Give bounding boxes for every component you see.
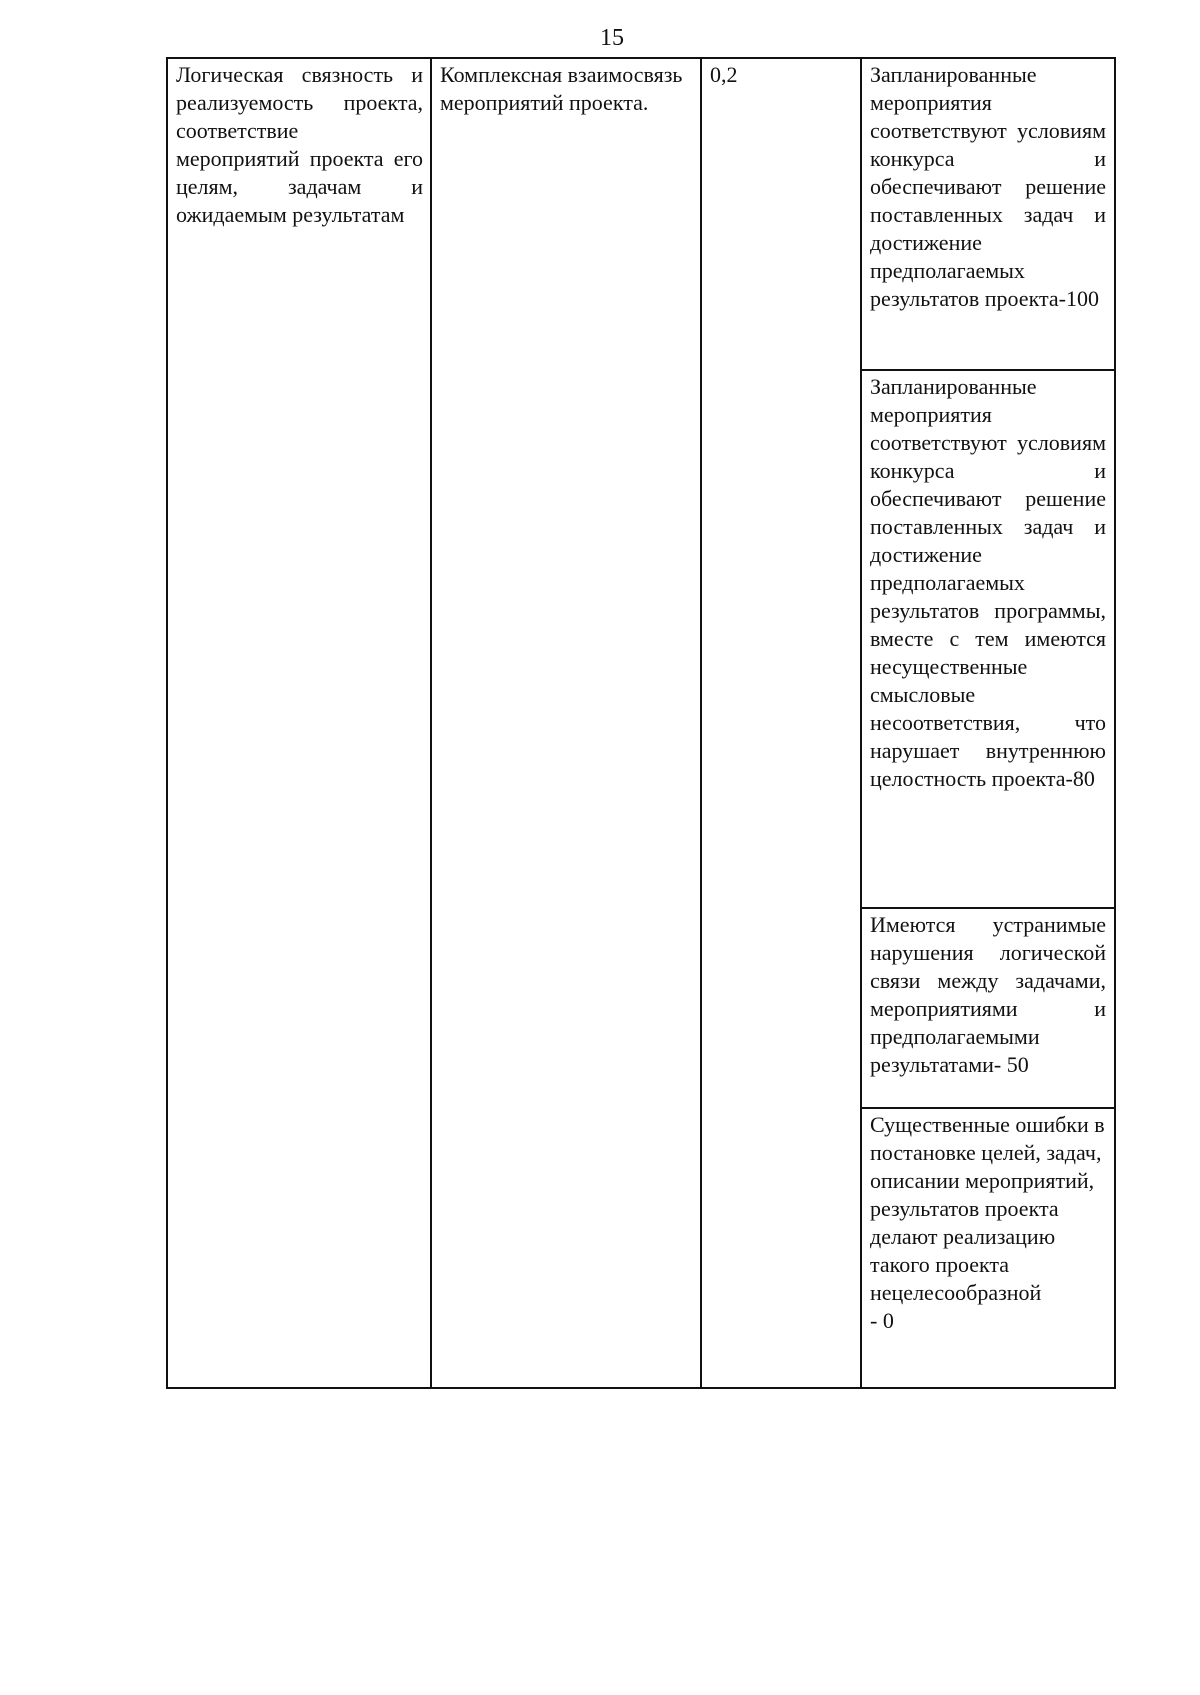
weight-value: 0,2 bbox=[710, 62, 738, 87]
weight-cell bbox=[702, 59, 862, 1387]
scores-column bbox=[862, 59, 1114, 1387]
score-text: Запланированные мероприятия соответствуют условиям конкурса и обеспечивают решение поставленных задач и достижение предполагаемых результатов программы, вместе с тем имеются несущественные смысловые несоответствия, что нарушает внутреннюю целостность проекта- bbox=[870, 374, 1106, 791]
score-cell-80 bbox=[862, 369, 1114, 907]
score-cell-50 bbox=[862, 907, 1114, 1107]
description-text: Комплексная взаимосвязь мероприятий проекта. bbox=[440, 62, 683, 115]
page-number: 15 bbox=[600, 25, 624, 51]
score-text: Существенные ошибки в постановке целей, задач, описании мероприятий, результатов проекта делают реализацию такого проекта нецелесообразной bbox=[870, 1112, 1105, 1305]
score-text: Запланированные мероприятия соответствуют условиям конкурса и обеспечивают решение поставленных задач и достижение предполагаемых результатов проекта- bbox=[870, 62, 1106, 311]
criterion-cell bbox=[168, 59, 432, 1387]
evaluation-table bbox=[166, 57, 1116, 1389]
score-text: Имеются устранимые нарушения логической связи между задачами, мероприятиями и предполагаемыми результатами- bbox=[870, 912, 1106, 1077]
score-cell-0 bbox=[862, 1107, 1114, 1387]
description-cell bbox=[432, 59, 702, 1387]
score-points: 50 bbox=[1006, 1052, 1029, 1077]
score-points: - 0 bbox=[870, 1308, 894, 1333]
score-points: 80 bbox=[1072, 766, 1095, 791]
criterion-text: Логическая связность и реализуемость проекта, соответствие мероприятий проекта его целям, задачам и ожидаемым результатам bbox=[176, 62, 423, 227]
score-points: 100 bbox=[1065, 286, 1099, 311]
score-cell-100 bbox=[862, 59, 1114, 369]
